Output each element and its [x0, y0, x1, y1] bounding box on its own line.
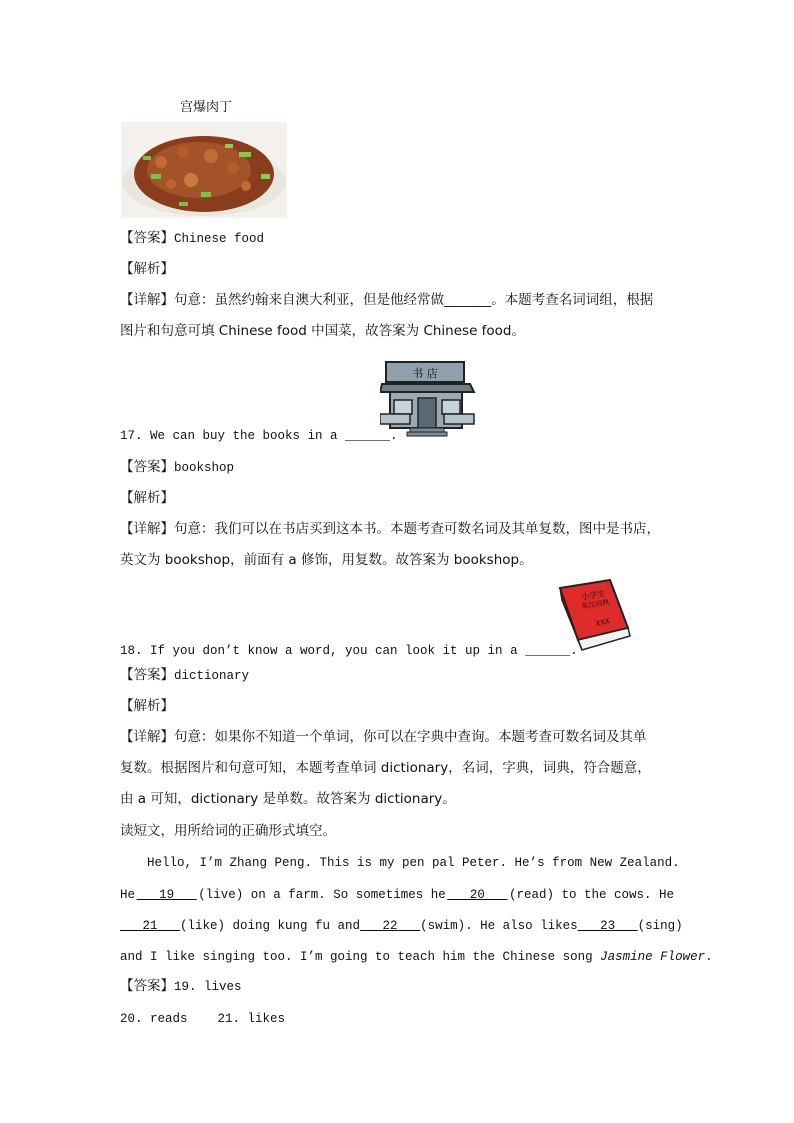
passage-answer-line2: 20. reads 21. likes — [120, 1012, 286, 1026]
q18-detail-line3: 由 a 可知，dictionary 是单数。故答案为 dictionary。 — [120, 791, 456, 807]
blank-19: ___19___ — [136, 888, 197, 902]
q18-question: 18. If you don’t know a word, you can look it up in a ______. — [120, 644, 578, 658]
blank-21: ___21___ — [120, 919, 181, 933]
q16-analysis-label: 【解析】 — [120, 261, 174, 277]
q16-detail-line1: 【详解】句意：虽然约翰来自澳大利亚，但是他经常做_______。本题考查名词词组，根据 — [120, 292, 654, 308]
kung-pao-dish-image — [121, 122, 287, 218]
q18-analysis-label: 【解析】 — [120, 698, 174, 714]
blank-23: ___23___ — [577, 919, 638, 933]
q17-detail-line1: 【详解】句意：我们可以在书店买到这本书。本题考查可数名词及其单复数，图中是书店， — [120, 521, 660, 537]
book-author: XXX — [594, 617, 611, 628]
q16-answer: 【答案】Chinese food — [120, 230, 265, 246]
q18-detail-line1: 【详解】句意：如果你不知道一个单词，你可以在字典中查询。本题考查可数名词及其单 — [120, 729, 647, 745]
q17-answer: 【答案】bookshop — [120, 459, 235, 475]
q18-detail-line2: 复数。根据图片和句意可知，本题考查单词 dictionary，名词，字典，词典，符合题意， — [120, 760, 651, 776]
passage-line3: ___21___ (like) doing kung fu and ___22___ (swim). He also likes ___23___ (sing) — [120, 916, 674, 936]
blank-20: ___20___ — [447, 888, 508, 902]
passage-answer: 【答案】19. lives — [120, 978, 242, 994]
q17-question: 17. We can buy the books in a ______. — [120, 429, 398, 443]
book-title-line1: 小学生 — [580, 588, 606, 602]
passage-instruction: 读短文，用所给词的正确形式填空。 — [120, 823, 336, 839]
blank-22: ___22___ — [360, 919, 421, 933]
shop-sign-text: 书 店 — [412, 367, 438, 380]
q17-detail-line2: 英文为 bookshop，前面有 a 修饰，用复数。故答案为 bookshop。 — [120, 552, 533, 568]
q17-analysis-label: 【解析】 — [120, 490, 174, 506]
book-title-line2: 英汉词典 — [580, 598, 610, 611]
passage-line4: and I like singing too. I’m going to teach him the Chinese song Jasmine Flower. — [120, 950, 713, 964]
q18-answer: 【答案】dictionary — [120, 667, 250, 683]
image-caption: 宫爆肉丁 — [180, 100, 233, 115]
song-title: Jasmine Flower — [600, 950, 706, 964]
passage-line2: He ___19___ (live) on a farm. So sometimes he ___20___ (read) to the cows. He — [120, 885, 674, 905]
q16-detail-line2: 图片和句意可填 Chinese food 中国菜，故答案为 Chinese food。 — [120, 323, 526, 339]
passage-line1: Hello, I’m Zhang Peng. This is my pen pal Peter. He’s from New Zealand. — [147, 856, 680, 870]
